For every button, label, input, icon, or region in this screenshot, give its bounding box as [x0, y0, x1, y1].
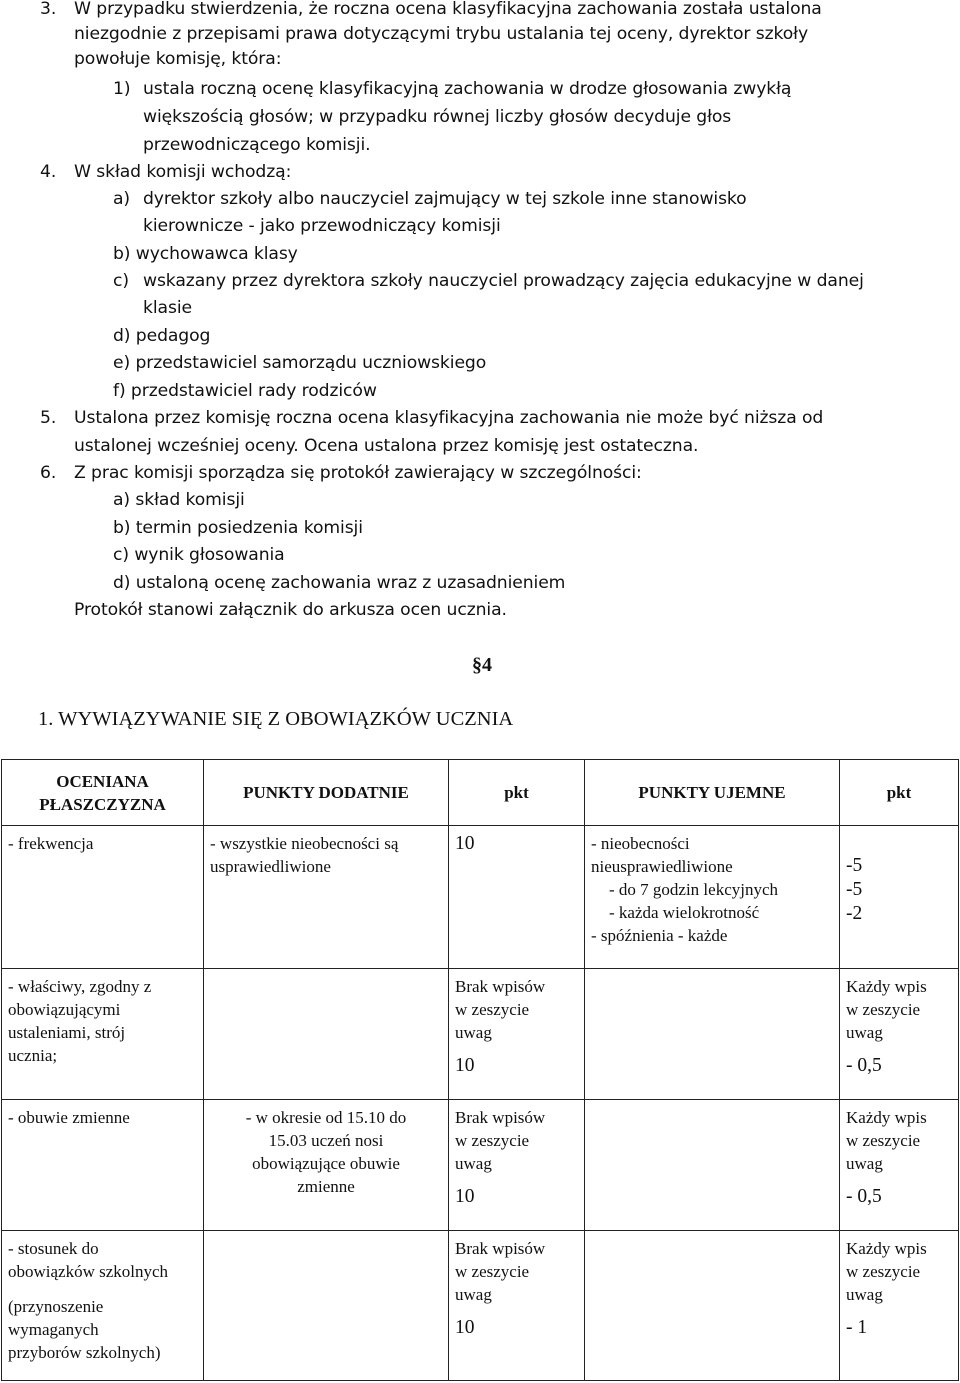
table-row — [2, 1100, 959, 1231]
cell-line: obowiązujące obuwie — [252, 1154, 400, 1173]
section-heading: 1. WYWIĄZYWANIE SIĘ Z OBOWIĄZKÓW UCZNIA — [38, 708, 514, 730]
header-area — [2, 760, 204, 826]
cell-line: nieusprawiedliwione — [591, 857, 733, 876]
list-item-line: klasie — [143, 298, 192, 318]
cell-line: Każdy wpis — [846, 1239, 927, 1258]
cell-line: - wszystkie nieobecności są — [210, 834, 399, 853]
cell-line: - 0,5 — [846, 1186, 882, 1207]
cell-line: uwag — [455, 1285, 492, 1304]
cell-line: w zeszycie — [846, 1131, 921, 1150]
list-item: d) ustaloną ocenę zachowania wraz z uzasadnieniem — [113, 573, 566, 593]
cell-line: - 1 — [846, 1317, 868, 1338]
cell-plus-pkt — [449, 1100, 585, 1231]
cell-line: w zeszycie — [455, 1000, 530, 1019]
cell-minus-pkt — [840, 826, 959, 969]
cell-line: usprawiedliwione — [210, 857, 331, 876]
cell-line: -2 — [846, 903, 863, 924]
behavior-points-table — [1, 759, 959, 1381]
paragraph-6-closing: Protokół stanowi załącznik do arkusza ocen ucznia. — [74, 600, 507, 620]
cell-area — [2, 1231, 204, 1381]
table-header-row — [2, 760, 959, 826]
cell-minus-pkt — [840, 1100, 959, 1231]
cell-plus — [204, 1100, 449, 1231]
list-item-line: wskazany przez dyrektora szkoły nauczyciel prowadzący zajęcia edukacyjne w danej — [143, 271, 864, 291]
paragraph-5-line: Ustalona przez komisję roczna ocena klasyfikacyjna zachowania nie może być niższa od — [74, 408, 824, 428]
cell-line: -5 — [846, 879, 863, 900]
cell-line: obowiązującymi — [8, 1000, 121, 1019]
cell-plus-pkt — [449, 1231, 585, 1381]
header-plus: PUNKTY DODATNIE — [204, 760, 449, 826]
cell-area — [2, 826, 204, 969]
cell-plus-pkt — [449, 826, 585, 969]
cell-line: 10 — [455, 833, 475, 854]
paragraph-5-line: ustalonej wcześniej oceny. Ocena ustalona przez komisję jest ostateczna. — [74, 436, 699, 456]
cell-line: w zeszycie — [455, 1131, 530, 1150]
cell-line: uwag — [846, 1154, 883, 1173]
cell-line: 10 — [455, 1317, 475, 1338]
cell-line: - właściwy, zgodny z — [8, 977, 152, 996]
list-item-line: przewodniczącego komisji. — [143, 135, 371, 155]
list-item: f) przedstawiciel rady rodziców — [113, 381, 377, 401]
cell-line: 10 — [455, 1055, 475, 1076]
cell-line: -5 — [846, 855, 863, 876]
cell-line: (przynoszenie — [8, 1297, 104, 1316]
cell-area — [2, 1100, 204, 1231]
cell-line: uwag — [846, 1023, 883, 1042]
list-item-line: większością głosów; w przypadku równej liczby głosów decyduje głos — [143, 107, 732, 127]
paragraph-6-intro: Z prac komisji sporządza się protokół zawierający w szczególności: — [74, 463, 642, 483]
list-item: e) przedstawiciel samorządu uczniowskiego — [113, 353, 487, 373]
list-item-number: 1) — [113, 79, 131, 99]
cell-line: Brak wpisów — [455, 1108, 546, 1127]
cell-line: - każda wielokrotność — [609, 903, 760, 922]
cell-line: uwag — [455, 1023, 492, 1042]
list-item-label: a) — [113, 189, 131, 209]
cell-plus — [204, 826, 449, 969]
cell-line: uwag — [455, 1154, 492, 1173]
cell-line: ucznia; — [8, 1046, 58, 1065]
paragraph-4-intro: W skład komisji wchodzą: — [74, 162, 292, 182]
paragraph-3-number: 3. — [40, 0, 57, 19]
cell-minus — [585, 826, 840, 969]
cell-minus — [585, 969, 840, 1100]
cell-line: - 0,5 — [846, 1055, 882, 1076]
list-item-line: ustala roczną ocenę klasyfikacyjną zachowania w drodze głosowania zwykłą — [143, 79, 792, 99]
cell-line: wymaganych — [8, 1320, 99, 1339]
cell-minus-pkt — [840, 969, 959, 1100]
cell-line: zmienne — [297, 1177, 355, 1196]
cell-line: Brak wpisów — [455, 977, 546, 996]
list-item-label: c) — [113, 271, 129, 291]
paragraph-5-number: 5. — [40, 408, 57, 428]
cell-line: Każdy wpis — [846, 977, 927, 996]
paragraph-3-line: powołuje komisję, która: — [74, 49, 282, 69]
paragraph-3-line: niezgodnie z przepisami prawa dotyczącymi trybu ustalania tej oceny, dyrektor szkoły — [74, 24, 809, 44]
list-item-line: dyrektor szkoły albo nauczyciel zajmujący w tej szkole inne stanowisko — [143, 189, 747, 209]
cell-line: - spóźnienia - każde — [591, 926, 728, 945]
list-item: a) skład komisji — [113, 490, 245, 510]
table-row — [2, 826, 959, 969]
cell-line: - frekwencja — [8, 834, 94, 853]
table-row — [2, 1231, 959, 1381]
cell-area — [2, 969, 204, 1100]
header-minus-pkt: pkt — [840, 760, 959, 826]
paragraph-4-number: 4. — [40, 162, 57, 182]
list-item: d) pedagog — [113, 326, 211, 346]
cell-line: Każdy wpis — [846, 1108, 927, 1127]
cell-line: Brak wpisów — [455, 1239, 546, 1258]
cell-line: - w okresie od 15.10 do — [245, 1108, 407, 1127]
header-area-line: PŁASZCZYZNA — [39, 794, 166, 814]
cell-minus — [585, 1100, 840, 1231]
header-minus: PUNKTY UJEMNE — [585, 760, 840, 826]
cell-line: w zeszycie — [846, 1262, 921, 1281]
cell-line: obowiązków szkolnych — [8, 1262, 169, 1281]
list-item: b) wychowawca klasy — [113, 244, 298, 264]
cell-line: uwag — [846, 1285, 883, 1304]
cell-line: w zeszycie — [846, 1000, 921, 1019]
header-area-line: OCENIANA — [56, 771, 149, 791]
list-item: b) termin posiedzenia komisji — [113, 518, 363, 538]
cell-plus — [204, 1231, 449, 1381]
cell-plus-pkt — [449, 969, 585, 1100]
cell-line: - do 7 godzin lekcyjnych — [609, 880, 779, 899]
list-item: c) wynik głosowania — [113, 545, 285, 565]
paragraph-3-line: W przypadku stwierdzenia, że roczna ocena klasyfikacyjna zachowania została ustalona — [74, 0, 822, 19]
cell-plus — [204, 969, 449, 1100]
cell-line: - nieobecności — [591, 834, 690, 853]
cell-line: ustaleniami, strój — [8, 1023, 126, 1042]
list-item-line: kierownicze - jako przewodniczący komisji — [143, 216, 501, 236]
header-plus-pkt: pkt — [449, 760, 585, 826]
section-number: §4 — [472, 654, 492, 676]
cell-line: 15.03 uczeń nosi — [268, 1131, 384, 1150]
cell-line: - stosunek do — [8, 1239, 99, 1258]
paragraph-6-number: 6. — [40, 463, 57, 483]
cell-line: 10 — [455, 1186, 475, 1207]
cell-line: - obuwie zmienne — [8, 1108, 130, 1127]
cell-minus-pkt — [840, 1231, 959, 1381]
cell-minus — [585, 1231, 840, 1381]
table-row — [2, 969, 959, 1100]
cell-line: przyborów szkolnych) — [8, 1343, 161, 1362]
cell-line: w zeszycie — [455, 1262, 530, 1281]
